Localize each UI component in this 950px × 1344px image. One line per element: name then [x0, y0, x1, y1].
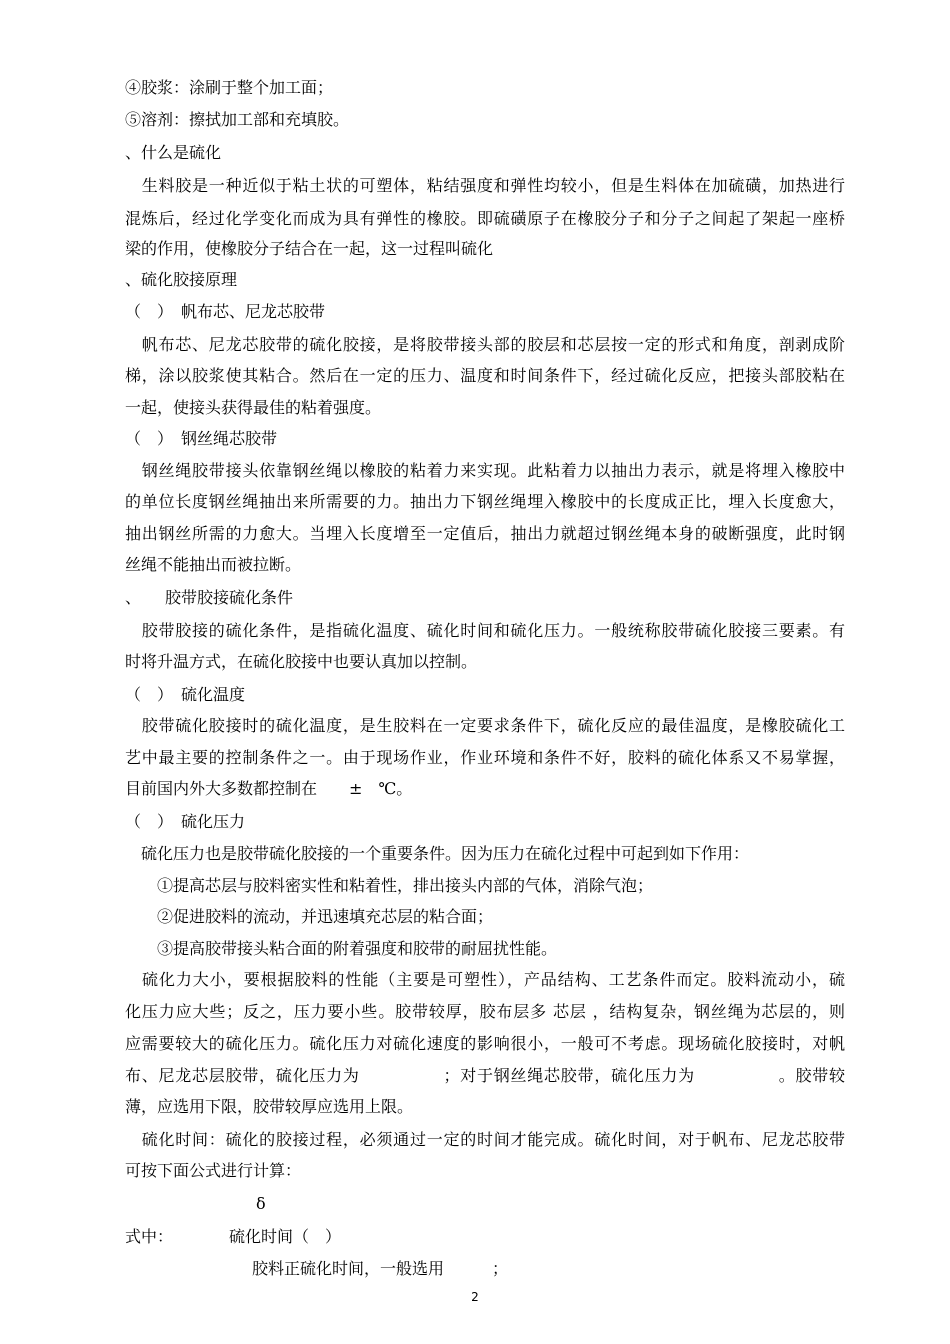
- text-line: 布、尼龙芯层胶带，硫化压力为 ；对于钢丝绳芯胶带，硫化压力为 。胶带较: [125, 1066, 845, 1085]
- text-line: 帆布芯、尼龙芯胶带的硫化胶接，是将胶带接头部的胶层和芯层按一定的形式和角度，剖剥成阶: [125, 335, 845, 354]
- text-line: 的单位长度钢丝绳抽出来所需要的力。抽出力下钢丝绳埋入橡胶中的长度成正比，埋入长度愈大，: [125, 492, 845, 511]
- text-line: 可按下面公式进行计算：: [125, 1161, 302, 1180]
- formula-delta: δ: [256, 1194, 266, 1213]
- subsection-heading: （ ） 钢丝绳芯胶带: [125, 429, 278, 448]
- list-item: ③提高胶带接头粘合面的附着强度和胶带的耐屈扰性能。: [125, 939, 558, 958]
- list-item: ②促进胶料的流动，并迅速填充芯层的粘合面；: [125, 907, 494, 926]
- text-line: 胶带胶接的硫化条件，是指硫化温度、硫化时间和硫化压力。一般统称胶带硫化胶接三要素。有: [125, 621, 845, 640]
- text-line: 混炼后，经过化学变化而成为具有弹性的橡胶。即硫磺原子在橡胶分子和分子之间起了架起一座桥: [125, 209, 845, 228]
- text-line: 胶料正硫化时间，一般选用 ；: [252, 1259, 509, 1278]
- text-line: 梯，涂以胶浆使其粘合。然后在一定的压力、温度和时间条件下，经过硫化反应，把接头部胶粘在: [125, 366, 845, 385]
- text-line: 生料胶是一种近似于粘土状的可塑体，粘结强度和弹性均较小，但是生料体在加硫磺，加热进行: [125, 176, 845, 195]
- page-number: 2: [471, 1290, 479, 1304]
- text-line: 硫化力大小，要根据胶料的性能（主要是可塑性），产品结构、工艺条件而定。胶料流动小，硫: [125, 970, 845, 989]
- text-line: 薄，应选用下限，胶带较厚应选用上限。: [125, 1097, 414, 1116]
- text-line: ④胶浆：涂刷于整个加工面；: [125, 78, 334, 97]
- subsection-heading: （ ） 硫化温度: [125, 685, 246, 704]
- text-line: 目前国内外大多数都控制在 ± ℃。: [125, 779, 413, 798]
- text-line: 钢丝绳胶带接头依靠钢丝绳以橡胶的粘着力来实现。此粘着力以抽出力表示，就是将埋入橡胶中: [125, 461, 845, 480]
- text-line: 丝绳不能抽出而被拉断。: [125, 555, 302, 574]
- section-heading: 、 胶带胶接硫化条件: [125, 588, 294, 607]
- text-line: 梁的作用，使橡胶分子结合在一起，这一过程叫硫化: [125, 239, 494, 258]
- text-line: 化压力应大些；反之，压力要小些。胶带较厚，胶布层多 芯层 ，结构复杂，钢丝绳为芯层的，则: [125, 1002, 845, 1021]
- text-line: 时将升温方式，在硫化胶接中也要认真加以控制。: [125, 652, 478, 671]
- subsection-heading: （ ） 帆布芯、尼龙芯胶带: [125, 302, 326, 321]
- list-item: ①提高芯层与胶料密实性和粘着性，排出接头内部的气体，消除气泡；: [125, 876, 654, 895]
- section-heading: 、硫化胶接原理: [125, 270, 238, 289]
- text-line: 应需要较大的硫化压力。硫化压力对硫化速度的影响很小，一般可不考虑。现场硫化胶接时，对帆: [125, 1034, 845, 1053]
- text-line: 一起，使接头获得最佳的粘着强度。: [125, 398, 382, 417]
- text-line: ⑤溶剂：擦拭加工部和充填胶。: [125, 110, 350, 129]
- text-line: 抽出钢丝所需的力愈大。当埋入长度增至一定值后，抽出力就超过钢丝绳本身的破断强度，此时钢: [125, 524, 845, 543]
- text-line: 硫化时间：硫化的胶接过程，必须通过一定的时间才能完成。硫化时间，对于帆布、尼龙芯胶带: [125, 1130, 845, 1149]
- subsection-heading: （ ） 硫化压力: [125, 812, 246, 831]
- text-line: 硫化压力也是胶带硫化胶接的一个重要条件。因为压力在硫化过程中可起到如下作用：: [125, 844, 750, 863]
- text-line: 式中： 硫化时间（ ）: [125, 1227, 342, 1246]
- section-heading: 、什么是硫化: [125, 143, 222, 162]
- text-line: 艺中最主要的控制条件之一。由于现场作业，作业环境和条件不好，胶料的硫化体系又不易掌握，: [125, 748, 845, 767]
- text-line: 胶带硫化胶接时的硫化温度，是生胶料在一定要求条件下，硫化反应的最佳温度，是橡胶硫化工: [125, 716, 845, 735]
